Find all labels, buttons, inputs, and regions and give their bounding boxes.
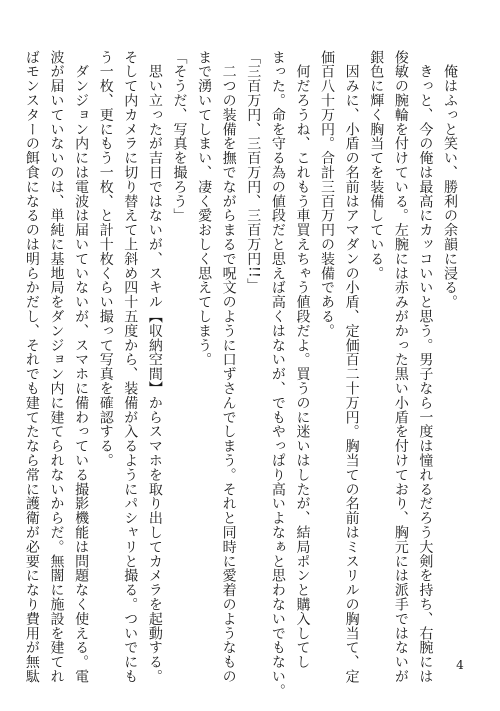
text-line: まった。命を守る為の値段だと思えば高くはないが、でもやっぱり高いよなぁと思わないでもない。	[269, 50, 286, 698]
text-line: 価百八十万円。合計三百万円の装備である。	[319, 50, 336, 338]
text-line: まで湧いてしまい、凄く愛おしく思えてしまう。	[196, 50, 213, 367]
text-line: 因みに、小盾の名前はアマダンの小盾、定価百二十万円。胸当ての名前はミスリルの胸当て、定	[343, 50, 360, 684]
text-line: う一枚、更にもう一枚、と計十枚くらい撮って写真を確認する。	[97, 50, 114, 468]
text-line: 銀色に輝く胸当てを装備している。	[368, 50, 385, 281]
text-line: 波が届いていないのは、単純に基地局をダンジョン内に建てられないからだ。無闇に施設を建てれ	[48, 50, 65, 684]
text-line: 「三百万円、三百万円、三百万円!!」	[245, 50, 262, 293]
text-line: きっと、今の俺は最高にカッコいいと思う。男子なら一度は憧れるだろう大剣を持ち、右腕には	[417, 50, 434, 684]
vertical-text-body	[19, 50, 462, 698]
text-line: 俺はふっと笑い、勝利の余韻に浸る。	[442, 50, 458, 310]
text-line: 何だろうね、これもう車買えちゃう値段だよ。買うのに迷いはしたが、結局ポンと購入してし	[294, 50, 311, 670]
text-line: 俊敏の腕輪を付けている。左腕には赤みがかった黒い小盾を付けており、胸元には派手ではないが	[392, 50, 409, 684]
text-line: ばモンスターの餌食になるのは明らかだし、それでも建てたなら常に護衛が必要になり費用が無駄	[23, 50, 40, 684]
text-line: そして内カメラに切り替えて上斜め四十五度から、装備が入るようにパシャリと撮る。ついでにも	[122, 50, 139, 684]
text-line: 二つの装備を撫でながらまるで呪文のように口ずさんでしまう。それと同時に愛着のようなもの	[220, 50, 237, 684]
text-line: 思い立ったが吉日ではないが、スキル【収納空間】からスマホを取り出してカメラを起動する。	[146, 50, 163, 684]
text-line: ダンジョン内には電波は届いていないが、スマホに備わっている撮影機能は問題なく使える。電	[73, 50, 90, 684]
page-number: 4	[456, 658, 464, 672]
text-line: 「そうだ、写真を撮ろう」	[171, 50, 188, 223]
